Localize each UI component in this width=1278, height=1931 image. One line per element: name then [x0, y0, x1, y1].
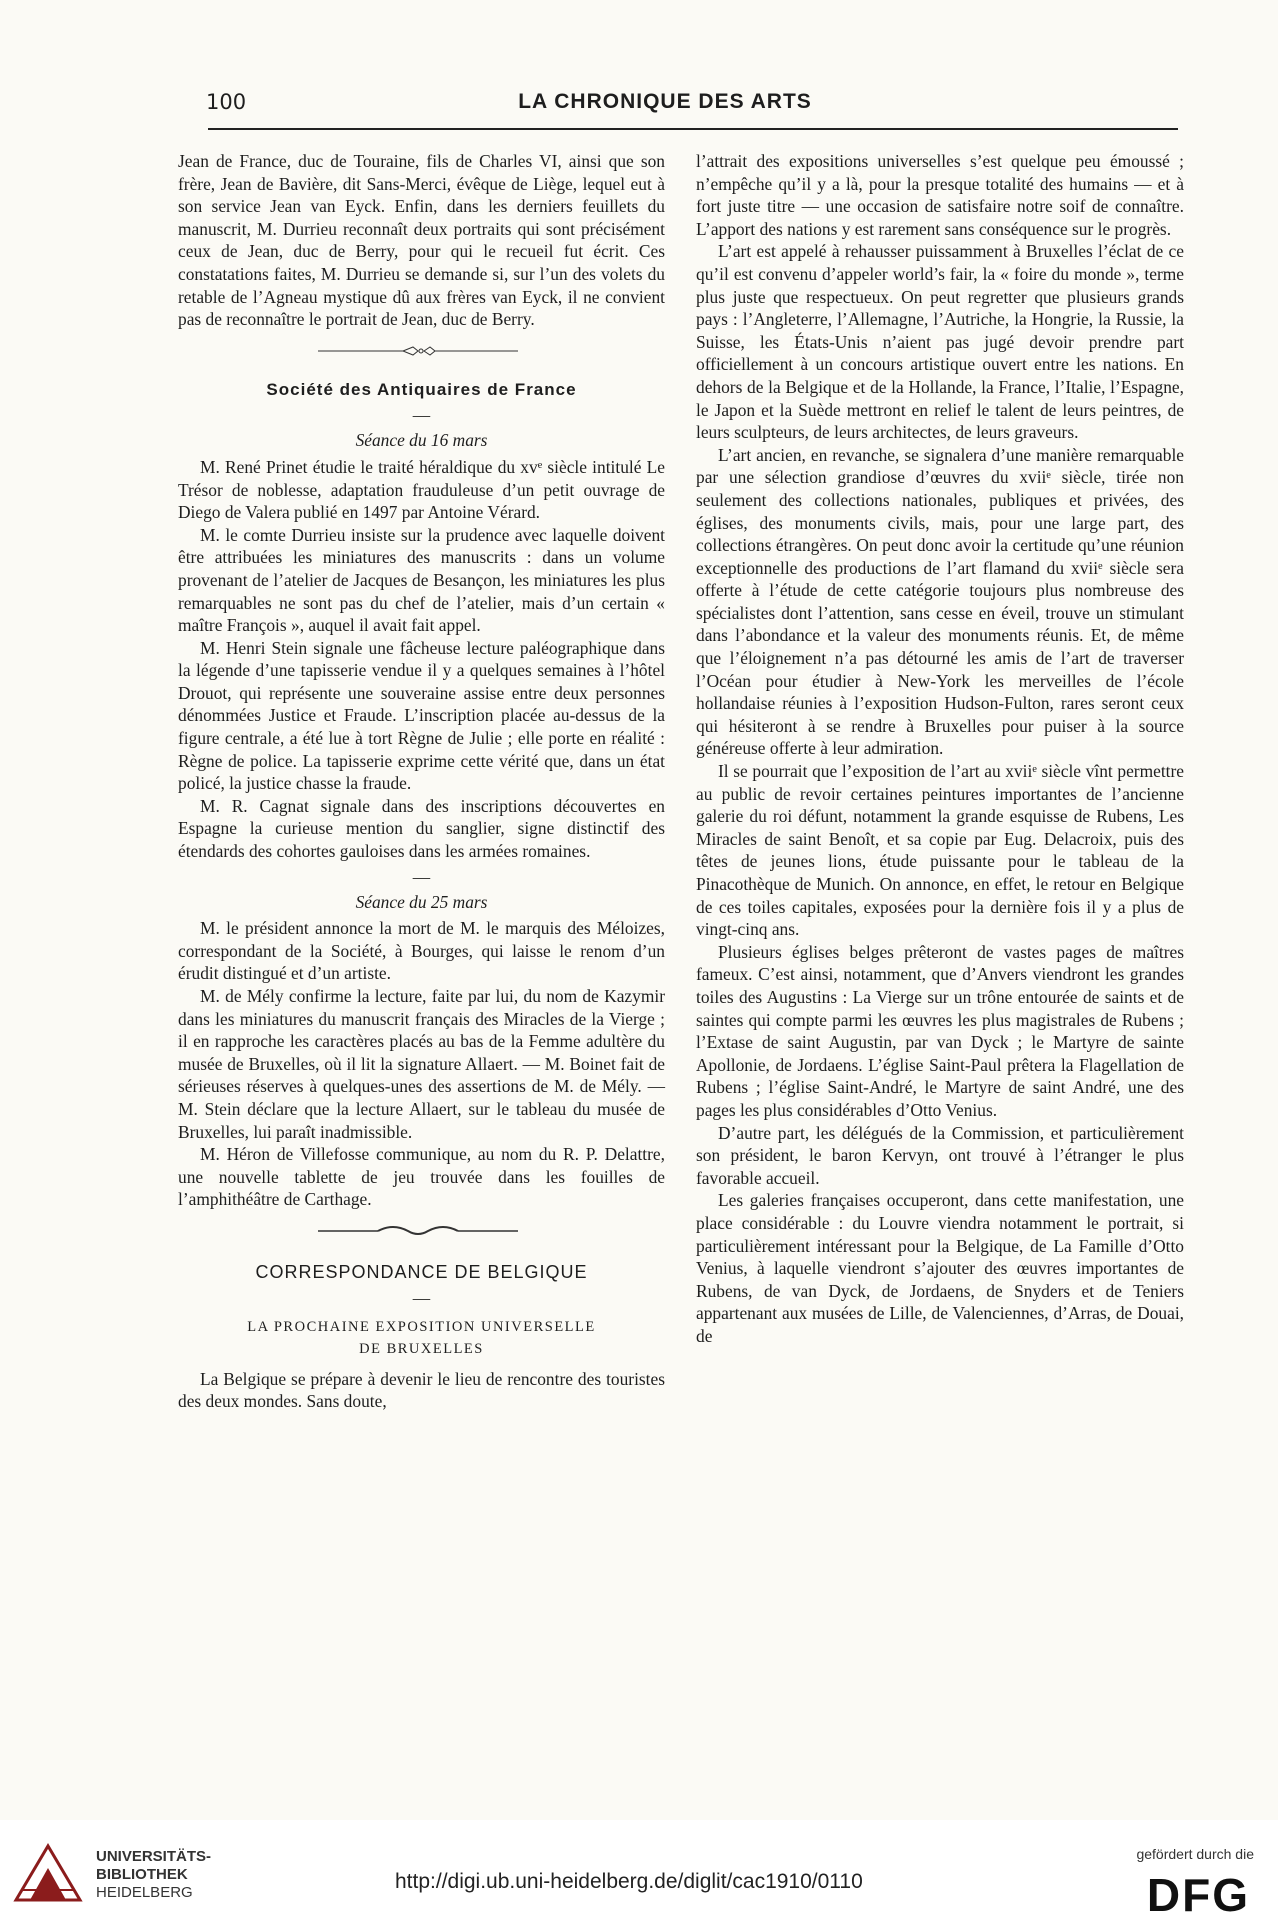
dash: —	[412, 405, 431, 426]
paragraph: M. Henri Stein signale une fâcheuse lecture paléographique dans la légende d’une tapisserie vendue il y a quelques semaines à l’hôtel Drouot, qui représente une souveraine assise entre deux personnes dénommées Justice et Fraude. L’inscription placée au-dessus de la figure centrale, a été lue à tort Règne de Julie ; elle porte en réalité : Règne de police. La tapisserie exprime cette vérité que, dans un état policé, la justice chasse la fraude.	[178, 637, 665, 794]
session-heading: Séance du 16 mars	[355, 430, 488, 451]
dash: —	[412, 866, 431, 887]
page-number: 100	[206, 90, 247, 114]
paragraph: Il se pourrait que l’exposition de l’art au xviiᵉ siècle vînt permettre au public de revoir certaines peintures importantes de l’ancienne galerie du roi défunt, notamment la grande esquisse de Rubens, Les Miracles de saint Benoît, et sa copie par Eug. Delacroix, puis des têtes de jeunes lions, étude puissante pour le tableau de la Pinacothèque de Munich. On annonce, en effet, le retour en Belgique de ces toiles capitales, exposées pour la dernière fois il y a plus de vingt-cinq ans.	[696, 761, 1184, 940]
paragraph: La Belgique se prépare à devenir le lieu de rencontre des touristes des deux mondes. Sans doute,	[178, 1368, 665, 1412]
dfg-logo: DFG	[1146, 1869, 1250, 1921]
left-column	[178, 150, 665, 1413]
subheading: DE BRUXELLES	[359, 1340, 484, 1357]
document-url-link[interactable]: http://digi.ub.uni-heidelberg.de/diglit/cac1910/0110	[395, 1870, 863, 1893]
paragraph: L’art ancien, en revanche, se signalera d’une manière remarquable par une sélection grandiose d’œuvres du xviiᵉ siècle, tirée non seulement des collections nationales, publiques et privées, des églises, des monuments civils, mais, pour une large part, des collections étrangères. On peut donc avoir la certitude qu’une réunion exceptionnelle des productions de l’art flamand du xviiᵉ siècle sera offerte à l’étude de cette catégorie toujours plus nombreuse des spécialistes dont l’attention, sans cesse en éveil, trouve un stimulant dans l’abondance et la valeur des monuments réunis. Et, de même que l’éloignement n’a pas détourné les amis de l’art de traverser l’Océan pour étudier à New-York les merveilles de l’école hollandaise réunies à l’exposition Hudson-Fulton, rares seront ceux qui hésiteront à se rendre à Bruxelles pour puiser à la source généreuse offerte à leur admiration.	[696, 444, 1184, 759]
paragraph: D’autre part, les délégués de la Commission, et particulièrement son président, le baron Kervyn, ont trouvé à l’étranger le plus favorable accueil.	[696, 1122, 1184, 1188]
session-heading: Séance du 25 mars	[355, 891, 488, 912]
ornament-divider	[178, 1211, 665, 1257]
paragraph: M. R. Cagnat signale dans des inscriptions découvertes en Espagne la curieuse mention du sanglier, signe distinctif des étendards des cohortes gauloises dans les armées romaines.	[178, 795, 665, 862]
paragraph: Les galeries françaises occuperont, dans cette manifestation, une place considérable : du Louvre viendra notamment le portrait, si particulièrement intéressant pour la Belgique, de La Famille d’Otto Venius, à laquelle viendront s’ajouter des œuvres importantes de Rubens, de van Dyck, de Jordaens, de Snyders et de Teniers appartenant aux musées de Lille, de Valenciennes, d’Arras, de Douai, de	[696, 1190, 1184, 1346]
paragraph: Plusieurs églises belges prêteront de vastes pages de maîtres fameux. C’est ainsi, notamment, que d’Anvers viendront les grandes toiles des Augustins : La Vierge sur un trône entourée de saints et de saintes qui compte parmi les œuvres les plus magistrales de Rubens ; l’Extase de saint Augustin, par van Dyck ; le Martyre de sainte Apollonie, de Jordaens. L’église Saint-Paul prêtera la Flagellation de Rubens ; l’église Saint-André, le Martyre de saint André, une des pages les plus considérables d’Otto Venius.	[696, 941, 1184, 1120]
paragraph: M. le président annonce la mort de M. le marquis des Méloizes, correspondant de la Société, à Bourges, qui laisse le renom d’un érudit distingué et d’un artiste.	[178, 918, 665, 984]
paragraph: Jean de France, duc de Touraine, fils de Charles VI, ainsi que son frère, Jean de Bavière, dit Sans-Merci, évêque de Liège, lequel eut à son service Jean van Eyck. Enfin, dans les derniers feuillets du manuscrit, M. Durrieu reconnaît deux portraits qui sont précisément ceux de Jean, duc de Berry, pour qui le recueil fut écrit. Ces constatations faites, M. Durrieu se demande si, sur l’un des volets du retable de l’Agneau mystique dû aux frères van Eyck, il ne convient pas de reconnaître le portrait de Jean, duc de Berry.	[178, 151, 665, 330]
journal-title: LA CHRONIQUE DES ARTS	[518, 90, 812, 113]
dash: —	[412, 1287, 431, 1308]
library-name: UNIVERSITÄTS- BIBLIOTHEK HEIDELBERG	[96, 1848, 212, 1901]
paragraph: M. René Prinet étudie le traité héraldique du xvᵉ siècle intitulé Le Trésor de noblesse, adaptation frauduleuse d’un petit ouvrage de Diego de Valera publié en 1497 par Antoine Vérard.	[178, 456, 665, 523]
paragraph: L’art est appelé à rehausser puissamment à Bruxelles l’éclat de ce qu’il est convenu d’appeler world’s fair, la « foire du monde », terme plus juste que respectueux. On peut regretter que plusieurs grands pays : l’Angleterre, l’Allemagne, l’Autriche, la Hongrie, la Russie, la Suisse, les États-Unis n’aient pas jugé devoir prendre part officiellement à un concours artistique ouvert entre les nations. En dehors de la Belgique et de la Hollande, la France, l’Italie, l’Espagne, le Japon et la Suède mettront en relief le talent de leurs peintres, de leurs sculpteurs, de leurs architectes, de leurs graveurs.	[696, 241, 1184, 443]
header-rule	[208, 128, 1178, 130]
subheading: LA PROCHAINE EXPOSITION UNIVERSELLE	[247, 1318, 596, 1335]
ornament-divider	[178, 331, 665, 377]
paragraph: M. de Mély confirme la lecture, faite par lui, du nom de Kazymir dans les miniatures du manuscrit français des Miracles de la Vierge ; il en rapproche les caractères placés au bas de la Femme adultère du musée de Bruxelles, où il lit la signature Allaert. — M. Boinet fait de sérieuses réserves à quelques-unes des assertions de M. de Mély. — M. Stein déclare que la lecture Allaert, sur le tableau du musée de Bruxelles, lui paraît inadmissible.	[178, 986, 665, 1142]
paragraph: M. Héron de Villefosse communique, au nom du R. P. Delattre, une nouvelle tablette de jeu trouvée dans les fouilles de l’amphithéâtre de Carthage.	[178, 1144, 665, 1210]
university-library-logo-icon	[12, 1842, 84, 1904]
paragraph: M. le comte Durrieu insiste sur la prudence avec laquelle doivent être attribuées les miniatures des manuscrits : dans un volume provenant de l’atelier de Jacques de Besançon, les miniatures les plus remarquables ne sont pas du chef de l’atelier, mais d’un certain « maître François », auquel il avait fait appel.	[178, 524, 665, 636]
viewer-footer	[0, 1820, 1278, 1931]
page-header	[150, 84, 1180, 124]
right-column	[696, 150, 1184, 1347]
section-title: Société des Antiquaires de France	[266, 379, 577, 399]
paragraph: l’attrait des expositions universelles s’est quelque peu émoussé ; n’empêche qu’il y a là, pour la presque totalité des humains — et à fort juste titre — une occasion de satisfaire notre soif de connaître. L’apport des nations y est rarement sans conséquence sur le progrès.	[696, 151, 1184, 239]
section-title: CORRESPONDANCE DE BELGIQUE	[255, 1261, 588, 1282]
funding-label: gefördert durch die	[1136, 1846, 1254, 1862]
